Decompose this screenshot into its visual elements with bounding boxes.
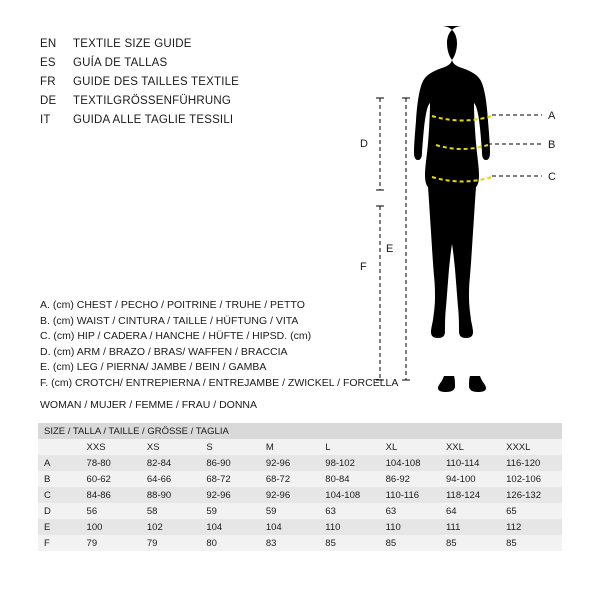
table-cell: 79 (81, 535, 141, 551)
table-cell: 79 (141, 535, 200, 551)
gender-label: WOMAN / MUJER / FEMME / FRAU / DONNA (40, 399, 257, 411)
table-row (38, 471, 562, 487)
measurement-legend (40, 298, 400, 391)
row-label: C (38, 487, 81, 503)
diagram-label-c: C (548, 171, 556, 183)
table-corner-cell (38, 439, 81, 455)
diagram-label-b: B (548, 139, 556, 151)
table-cell: 98-102 (319, 455, 379, 471)
legend-item: E. (cm) LEG / PIERNA/ JAMBE / BEIN / GAMBA (40, 361, 267, 373)
table-cell: 78-80 (81, 455, 141, 471)
legend-item: F. (cm) CROTCH/ ENTREPIERNA / ENTREJAMBE / ZWICKEL / FORCELLA (40, 376, 399, 389)
table-row-header (38, 439, 562, 455)
table-row (38, 535, 562, 551)
table-column-header: XXXL (500, 439, 562, 455)
table-cell: 58 (141, 503, 200, 519)
legend-item: D. (cm) ARM / BRAZO / BRAS/ WAFFEN / BRACCIA (40, 345, 288, 358)
table-cell: 102 (141, 519, 200, 535)
row-label: D (38, 503, 81, 519)
table-cell: 63 (380, 503, 440, 519)
arm-measure-bracket-d (376, 98, 384, 190)
leg-measure-bracket-e (402, 98, 410, 380)
table-column-header: XS (141, 439, 200, 455)
table-cell: 110 (319, 519, 379, 535)
table-cell: 84-86 (81, 487, 141, 503)
language-title: TEXTILE SIZE GUIDE (73, 38, 192, 50)
table-cell: 110-116 (380, 487, 440, 503)
table-cell: 59 (200, 503, 259, 519)
legend-item: A. (cm) CHEST / PECHO / POITRINE / TRUHE / PETTO (40, 299, 305, 311)
row-label: A (38, 455, 81, 471)
table-column-header: L (319, 439, 379, 455)
diagram-label-d: D (360, 138, 368, 150)
table-cell: 110-114 (440, 455, 500, 471)
table-cell: 60-62 (81, 471, 141, 487)
table-cell: 83 (260, 535, 319, 551)
table-title-cell: SIZE / TALLA / TAILLE / GRÖSSE / TAGLIA (38, 423, 562, 439)
table-row (38, 519, 562, 535)
table-column-header: S (200, 439, 259, 455)
language-code: DE (40, 95, 57, 107)
language-code: FR (40, 76, 56, 88)
table-cell: 104-108 (319, 487, 379, 503)
table-cell: 86-92 (380, 471, 440, 487)
table-row (38, 455, 562, 471)
table-row-title (38, 423, 562, 439)
diagram-label-a: A (548, 110, 556, 122)
row-label: F (38, 535, 81, 551)
table-cell: 92-96 (260, 455, 319, 471)
table-cell: 80-84 (319, 471, 379, 487)
table-cell: 85 (440, 535, 500, 551)
table-cell: 65 (500, 503, 562, 519)
language-title: GUIDE DES TAILLES TEXTILE (73, 76, 240, 88)
table-cell: 64 (440, 503, 500, 519)
language-row (40, 57, 340, 76)
table-column-header: XXL (440, 439, 500, 455)
table-cell: 104 (200, 519, 259, 535)
table-cell: 92-96 (260, 487, 319, 503)
table-cell: 82-84 (141, 455, 200, 471)
table-cell: 94-100 (440, 471, 500, 487)
table-cell: 80 (200, 535, 259, 551)
table-cell: 102-106 (500, 471, 562, 487)
legend-item: B. (cm) WAIST / CINTURA / TAILLE / HÜFTUNG / VITA (40, 314, 299, 327)
table-cell: 104 (260, 519, 319, 535)
table-row (38, 503, 562, 519)
table-cell: 64-66 (141, 471, 200, 487)
table-cell: 68-72 (260, 471, 319, 487)
language-row (40, 114, 340, 133)
language-title-block (40, 38, 340, 133)
table-cell: 68-72 (200, 471, 259, 487)
size-table (38, 423, 562, 551)
table-cell: 104-108 (380, 455, 440, 471)
female-silhouette-icon (414, 26, 490, 392)
language-row (40, 95, 340, 114)
table-row (38, 487, 562, 503)
table-cell: 118-124 (440, 487, 500, 503)
language-row (40, 38, 340, 57)
table-cell: 88-90 (141, 487, 200, 503)
table-cell: 85 (319, 535, 379, 551)
table-cell: 126-132 (500, 487, 562, 503)
table-cell: 116-120 (500, 455, 562, 471)
table-cell: 100 (81, 519, 141, 535)
table-cell: 92-96 (200, 487, 259, 503)
table-cell: 56 (81, 503, 141, 519)
language-code: ES (40, 57, 56, 69)
table-cell: 85 (500, 535, 562, 551)
table-cell: 86-90 (200, 455, 259, 471)
table-column-header: XL (380, 439, 440, 455)
language-row (40, 76, 340, 95)
language-title: TEXTILGRÖSSENFÜHRUNG (73, 95, 231, 107)
table-cell: 111 (440, 519, 500, 535)
language-code: IT (40, 114, 51, 126)
table-column-header: XXS (81, 439, 141, 455)
language-code: EN (40, 38, 57, 50)
legend-item: C. (cm) HIP / CADERA / HANCHE / HÜFTE / HIPSD. (cm) (40, 330, 312, 342)
diagram-label-e: E (386, 243, 394, 255)
table-cell: 85 (380, 535, 440, 551)
diagram-label-f: F (360, 261, 367, 273)
table-cell: 112 (500, 519, 562, 535)
table-cell: 59 (260, 503, 319, 519)
language-title: GUIDA ALLE TAGLIE TESSILI (73, 114, 234, 126)
row-label: E (38, 519, 81, 535)
language-title: GUÍA DE TALLAS (73, 57, 168, 69)
table-cell: 63 (319, 503, 379, 519)
table-column-header: M (260, 439, 319, 455)
row-label: B (38, 471, 81, 487)
table-cell: 110 (380, 519, 440, 535)
